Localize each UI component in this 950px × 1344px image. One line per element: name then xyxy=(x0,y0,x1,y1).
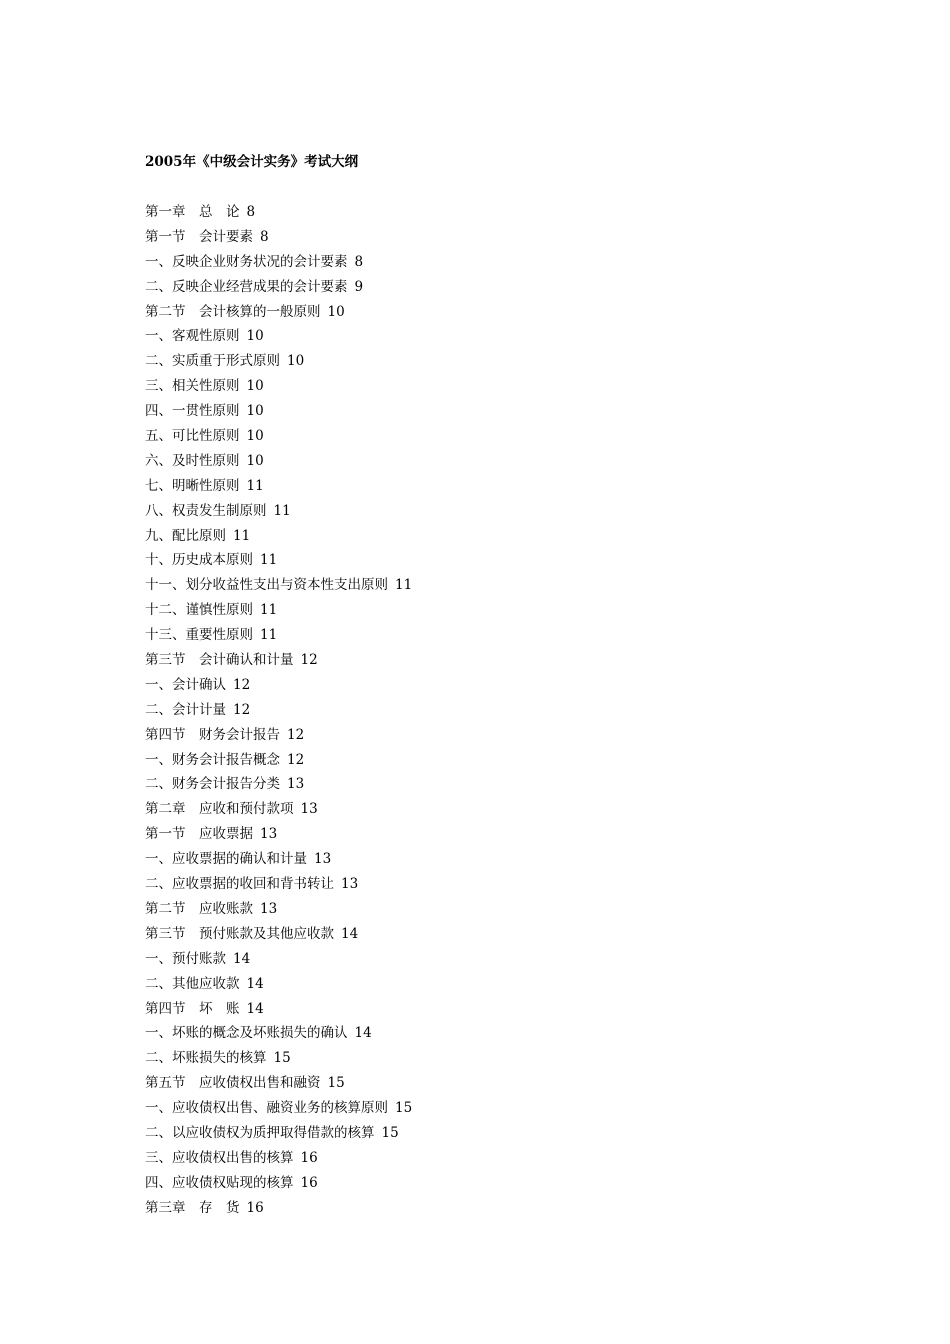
toc-entry-page: 12 xyxy=(300,652,318,669)
toc-entry-text: 一、财务会计报告概念 xyxy=(145,751,280,768)
toc-entry-page: 8 xyxy=(260,228,269,245)
toc-entry-page: 14 xyxy=(246,1000,264,1017)
toc-entry-page: 16 xyxy=(246,1199,264,1216)
toc-entry-page: 13 xyxy=(341,876,359,893)
toc-entry-text: 第一节 会计要素 xyxy=(145,228,253,245)
toc-entry xyxy=(145,201,412,226)
toc-entry xyxy=(145,823,412,848)
toc-entry-text: 八、权责发生制原则 xyxy=(145,502,267,519)
toc-entry-text: 三、应收债权出售的核算 xyxy=(145,1149,294,1166)
toc-entry-page: 12 xyxy=(233,701,251,718)
toc-entry-text: 二、以应收债权为质押取得借款的核算 xyxy=(145,1124,375,1141)
toc-entry-text: 二、坏账损失的核算 xyxy=(145,1050,267,1067)
toc-entry-text: 一、会计确认 xyxy=(145,676,226,693)
toc-entry xyxy=(145,848,412,873)
toc-entry-text: 六、及时性原则 xyxy=(145,452,240,469)
toc-entry xyxy=(145,1172,412,1197)
toc-entry xyxy=(145,325,412,350)
toc-entry-page: 15 xyxy=(327,1075,345,1092)
table-of-contents xyxy=(145,201,412,1222)
toc-entry-text: 十一、划分收益性支出与资本性支出原则 xyxy=(145,577,388,594)
toc-entry-page: 11 xyxy=(260,627,278,644)
toc-entry-text: 第一节 应收票据 xyxy=(145,826,253,843)
toc-entry xyxy=(145,450,412,475)
toc-entry-page: 13 xyxy=(300,801,318,818)
toc-entry-page: 10 xyxy=(246,428,264,445)
toc-entry-page: 13 xyxy=(287,776,305,793)
toc-entry-page: 13 xyxy=(260,900,278,917)
toc-entry xyxy=(145,1147,412,1172)
toc-entry-page: 11 xyxy=(260,602,278,619)
toc-entry xyxy=(145,500,412,525)
toc-entry-text: 二、反映企业经营成果的会计要素 xyxy=(145,278,348,295)
toc-entry xyxy=(145,699,412,724)
toc-entry-page: 10 xyxy=(246,452,264,469)
toc-entry xyxy=(145,873,412,898)
toc-entry-text: 第二节 应收账款 xyxy=(145,900,253,917)
toc-entry-text: 第三节 预付账款及其他应收款 xyxy=(145,925,334,942)
toc-entry-page: 10 xyxy=(246,328,264,345)
toc-entry xyxy=(145,350,412,375)
toc-entry-page: 14 xyxy=(246,975,264,992)
toc-entry-page: 11 xyxy=(246,477,264,494)
toc-entry-text: 第二节 会计核算的一般原则 xyxy=(145,303,321,320)
toc-entry-text: 一、反映企业财务状况的会计要素 xyxy=(145,253,348,270)
toc-entry xyxy=(145,375,412,400)
toc-entry-text: 第五节 应收债权出售和融资 xyxy=(145,1075,321,1092)
toc-entry xyxy=(145,1072,412,1097)
toc-entry-text: 一、应收债权出售、融资业务的核算原则 xyxy=(145,1100,388,1117)
toc-entry xyxy=(145,998,412,1023)
toc-entry xyxy=(145,898,412,923)
toc-entry-page: 12 xyxy=(287,751,305,768)
toc-entry xyxy=(145,301,412,326)
toc-entry-page: 11 xyxy=(273,502,291,519)
toc-entry-page: 10 xyxy=(287,353,305,370)
toc-entry-text: 第三章 存 货 xyxy=(145,1199,240,1216)
toc-entry-page: 13 xyxy=(314,851,332,868)
toc-entry-page: 12 xyxy=(287,726,305,743)
toc-entry-text: 第三节 会计确认和计量 xyxy=(145,652,294,669)
toc-entry-page: 11 xyxy=(260,552,278,569)
toc-entry xyxy=(145,948,412,973)
toc-entry xyxy=(145,1097,412,1122)
toc-entry xyxy=(145,973,412,998)
toc-entry-page: 10 xyxy=(246,403,264,420)
toc-entry xyxy=(145,1122,412,1147)
toc-entry-text: 一、客观性原则 xyxy=(145,328,240,345)
toc-entry-page: 15 xyxy=(273,1050,291,1067)
toc-entry xyxy=(145,599,412,624)
toc-entry-text: 十三、重要性原则 xyxy=(145,627,253,644)
toc-entry xyxy=(145,923,412,948)
toc-entry-page: 15 xyxy=(395,1100,413,1117)
toc-entry-text: 九、配比原则 xyxy=(145,527,226,544)
toc-entry-text: 第一章 总 论 xyxy=(145,204,240,220)
document-title: 2005年《中级会计实务》考试大纲 xyxy=(145,154,359,170)
toc-entry-text: 二、应收票据的收回和背书转让 xyxy=(145,876,334,893)
toc-entry xyxy=(145,574,412,599)
toc-entry-page: 11 xyxy=(233,527,251,544)
toc-entry xyxy=(145,1047,412,1072)
toc-entry-page: 14 xyxy=(233,950,251,967)
toc-entry-page: 10 xyxy=(327,303,345,320)
toc-entry-text: 四、应收债权贴现的核算 xyxy=(145,1174,294,1191)
toc-entry-page: 8 xyxy=(354,253,364,270)
toc-entry-text: 一、坏账的概念及坏账损失的确认 xyxy=(145,1025,348,1042)
toc-entry-text: 二、会计计量 xyxy=(145,701,226,718)
toc-entry-text: 二、实质重于形式原则 xyxy=(145,353,280,370)
toc-entry-text: 十、历史成本原则 xyxy=(145,552,253,569)
toc-entry xyxy=(145,1197,412,1222)
toc-entry xyxy=(145,400,412,425)
toc-entry xyxy=(145,749,412,774)
toc-entry-page: 16 xyxy=(300,1174,318,1191)
toc-entry-text: 十二、谨慎性原则 xyxy=(145,602,253,619)
toc-entry-page: 14 xyxy=(341,925,359,942)
toc-entry-page: 8 xyxy=(246,204,256,220)
toc-entry-text: 五、可比性原则 xyxy=(145,428,240,445)
toc-entry-page: 16 xyxy=(300,1149,318,1166)
toc-entry xyxy=(145,649,412,674)
toc-entry xyxy=(145,1022,412,1047)
toc-entry xyxy=(145,425,412,450)
toc-entry-text: 二、财务会计报告分类 xyxy=(145,776,280,793)
toc-entry xyxy=(145,226,412,251)
toc-entry-page: 11 xyxy=(395,577,413,594)
toc-entry-text: 一、应收票据的确认和计量 xyxy=(145,851,307,868)
toc-entry xyxy=(145,549,412,574)
toc-entry-page: 12 xyxy=(233,676,251,693)
toc-entry-page: 9 xyxy=(354,278,364,295)
toc-entry-page: 10 xyxy=(246,378,264,395)
toc-entry-text: 四、一贯性原则 xyxy=(145,403,240,420)
toc-entry xyxy=(145,251,412,276)
toc-entry xyxy=(145,773,412,798)
toc-entry xyxy=(145,525,412,550)
toc-entry xyxy=(145,798,412,823)
toc-entry-page: 14 xyxy=(354,1025,372,1042)
toc-entry-page: 15 xyxy=(381,1124,399,1141)
toc-entry-text: 一、预付账款 xyxy=(145,950,226,967)
toc-entry xyxy=(145,475,412,500)
toc-entry xyxy=(145,624,412,649)
toc-entry-text: 二、其他应收款 xyxy=(145,975,240,992)
toc-entry-text: 第四节 坏 账 xyxy=(145,1000,240,1017)
toc-entry-page: 13 xyxy=(260,826,278,843)
toc-entry-text: 第四节 财务会计报告 xyxy=(145,726,280,743)
toc-entry-text: 七、明晰性原则 xyxy=(145,477,240,494)
toc-entry-text: 三、相关性原则 xyxy=(145,378,240,395)
toc-entry xyxy=(145,674,412,699)
toc-entry-text: 第二章 应收和预付款项 xyxy=(145,801,294,818)
toc-entry xyxy=(145,724,412,749)
toc-entry xyxy=(145,276,412,301)
